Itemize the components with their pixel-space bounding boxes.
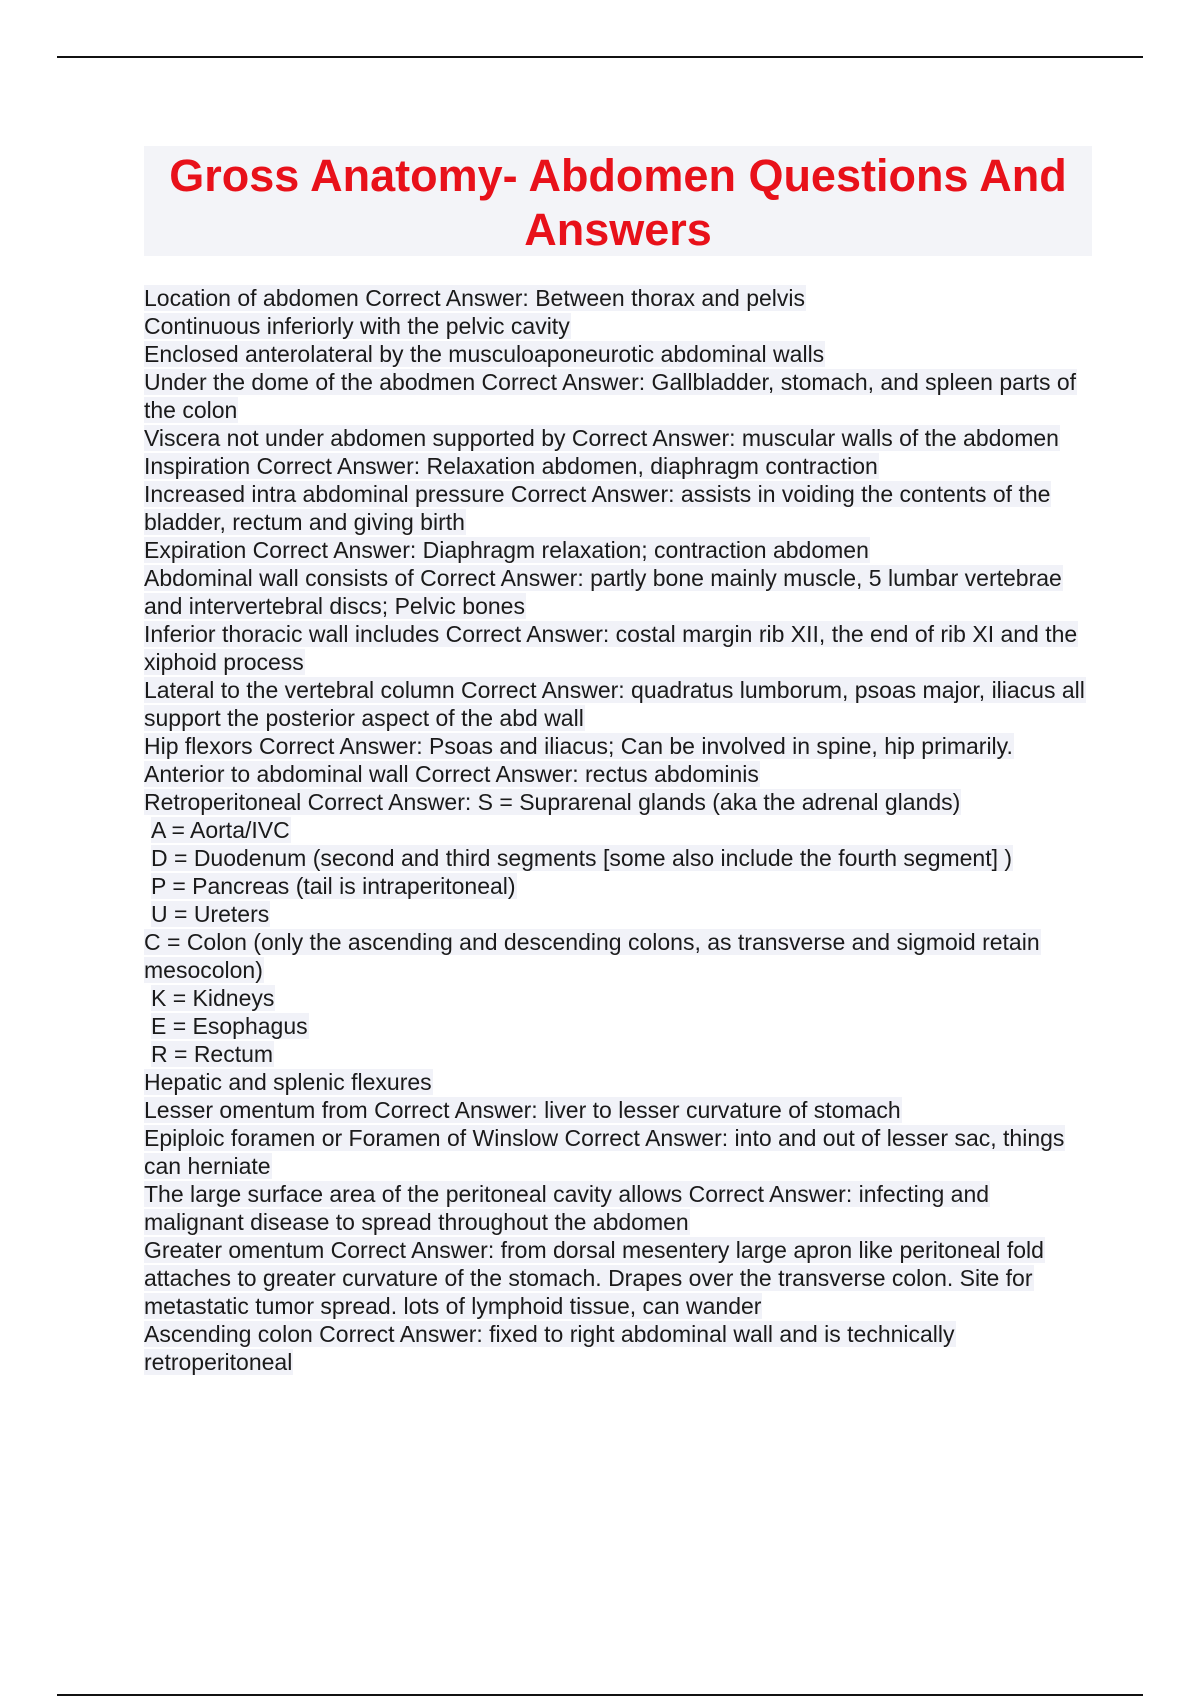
text-line: Lesser omentum from Correct Answer: liver to lesser curvature of stomach (144, 1097, 901, 1123)
text-line: Hip flexors Correct Answer: Psoas and iliacus; Can be involved in spine, hip primarily. (144, 733, 1013, 759)
list-item: C = Colon (only the ascending and descending colons, as transverse and sigmoid retain mesocolon) (144, 929, 1040, 983)
list-item: U = Ureters (151, 901, 270, 927)
text-line: The large surface area of the peritoneal cavity allows Correct Answer: infecting and malignant disease to spread throughout the abdomen (144, 1181, 990, 1235)
header-rule (57, 56, 1143, 58)
text-line: Anterior to abdominal wall Correct Answer: rectus abdominis (144, 761, 759, 787)
list-item: K = Kidneys (151, 985, 275, 1011)
list-item: D = Duodenum (second and third segments [some also include the fourth segment] ) (151, 845, 1013, 871)
text-line: Epiploic foramen or Foramen of Winslow Correct Answer: into and out of lesser sac, things can herniate (144, 1125, 1065, 1179)
text-line: Viscera not under abdomen supported by Correct Answer: muscular walls of the abdomen (144, 425, 1059, 451)
text-line: Inferior thoracic wall includes Correct Answer: costal margin rib XII, the end of rib XI and the xiphoid process (144, 621, 1078, 675)
list-item: R = Rectum (151, 1041, 274, 1067)
footer-rule (57, 1694, 1143, 1696)
list-item: A = Aorta/IVC (151, 817, 290, 843)
text-line: Ascending colon Correct Answer: fixed to right abdominal wall and is technically retroperitoneal (144, 1321, 955, 1375)
title-banner (144, 146, 1092, 256)
text-line: Under the dome of the abodmen Correct Answer: Gallbladder, stomach, and spleen parts of the colon (144, 369, 1077, 423)
text-line: Greater omentum Correct Answer: from dorsal mesentery large apron like peritoneal fold attaches to greater curvature of the stomach. Drapes over the transverse colon. Site for metastatic tumor spread. lots of lymphoid tissue, can wander (144, 1237, 1044, 1319)
text-line: Lateral to the vertebral column Correct Answer: quadratus lumborum, psoas major, iliacus all support the posterior aspect of the abd wall (144, 677, 1085, 731)
list-item: P = Pancreas (tail is intraperitoneal) (151, 873, 516, 899)
text-line: Continuous inferiorly with the pelvic cavity (144, 313, 570, 339)
page-title: Gross Anatomy- Abdomen Questions And Answers (169, 150, 1067, 255)
text-line: Retroperitoneal Correct Answer: S = Suprarenal glands (aka the adrenal glands) (144, 789, 961, 815)
text-line: Abdominal wall consists of Correct Answer: partly bone mainly muscle, 5 lumbar vertebrae and intervertebral discs; Pelvic bones (144, 565, 1062, 619)
text-line: Location of abdomen Correct Answer: Between thorax and pelvis (144, 285, 805, 311)
text-line: Expiration Correct Answer: Diaphragm relaxation; contraction abdomen (144, 537, 869, 563)
list-item: E = Esophagus (151, 1013, 308, 1039)
text-line: Enclosed anterolateral by the musculoaponeurotic abdominal walls (144, 341, 825, 367)
text-line: Hepatic and splenic flexures (144, 1069, 432, 1095)
text-line: Increased intra abdominal pressure Correct Answer: assists in voiding the contents of the bladder, rectum and giving birth (144, 481, 1051, 535)
text-line: Inspiration Correct Answer: Relaxation abdomen, diaphragm contraction (144, 453, 878, 479)
document-body (144, 284, 1094, 1376)
